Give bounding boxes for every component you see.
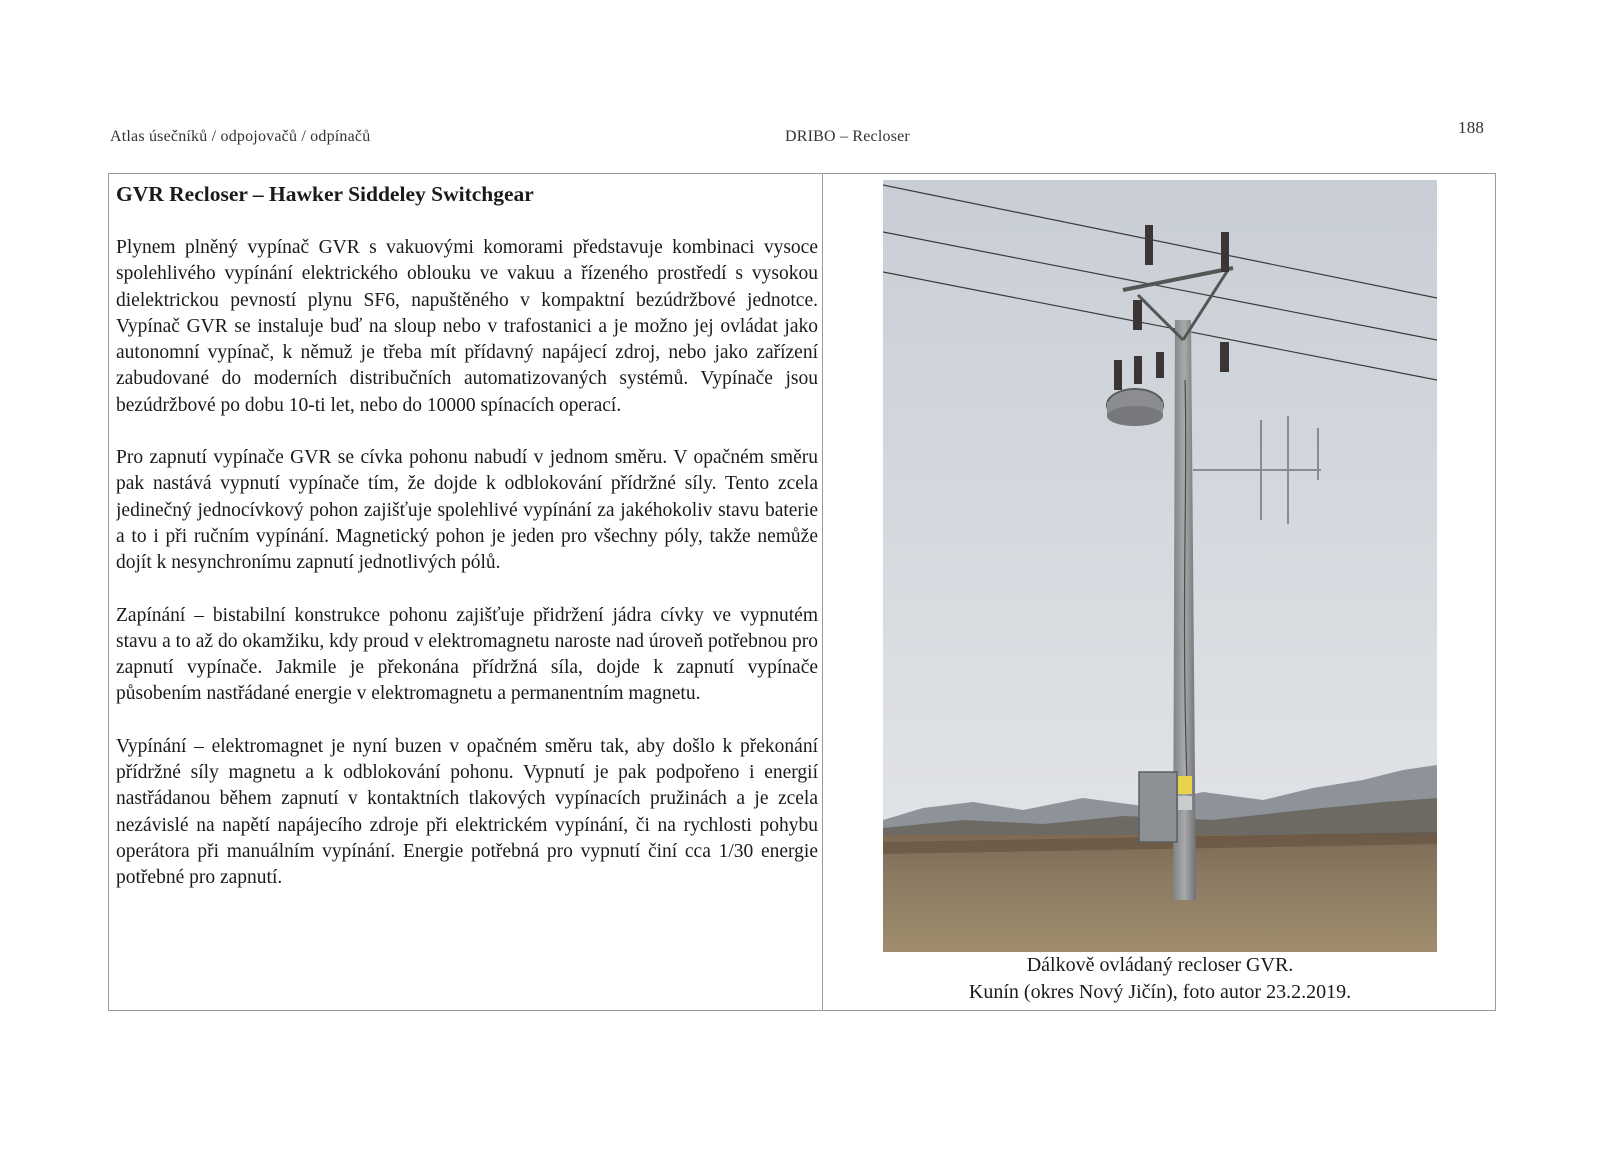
caption-line-2: Kunín (okres Nový Jičín), foto autor 23.2.2019.: [968, 981, 1352, 1003]
pole-photo-illustration: [883, 180, 1437, 952]
recloser-photo: [883, 180, 1437, 952]
column-divider: [822, 173, 823, 1011]
paragraph-drive: Pro zapnutí vypínače GVR se cívka pohonu nabudí v jednom směru. V opačném směru pak nastává vypnutí vypínače tím, že dojde k odblokování přídržné síly. Tento zcela jedinečný jednocívkový pohon zajišťuje spolehlivé vypínání za jakéhokoliv stavu baterie a to i při ručním vypínání. Magnetický pohon je jeden pro všechny póly, takže nemůže dojít k nesynchronímu zapnutí jednotlivých pólů.: [116, 447, 818, 574]
page-number: 188: [1458, 118, 1485, 137]
caption-line-1: Dálkově ovládaný recloser GVR.: [1026, 954, 1294, 976]
text-column: [116, 180, 818, 1000]
running-header-left: Atlas úsečníků / odpojovačů / odpínačů: [110, 128, 371, 145]
paragraph-closing: Zapínání – bistabilní konstrukce pohonu zajišťuje přidržení jádra cívky ve vypnutém stavu a to až do okamžiku, kdy proud v elektromagnetu naroste nad úroveň potřebnou pro zapnutí vypínače. Jakmile je překonána přídržná síla, dojde k zapnutí vypínače působením nastřádané energie v elektromagnetu a permanentním magnetu.: [116, 604, 818, 705]
article-title: GVR Recloser – Hawker Siddeley Switchgear: [116, 182, 534, 206]
running-header-center: DRIBO – Recloser: [785, 128, 910, 145]
paragraph-intro: Plynem plněný vypínač GVR s vakuovými komorami představuje kombinaci vysoce spolehlivého vypínání elektrického oblouku ve vakuu a řízeného prostředí s vysokou dielektrickou pevností plynu SF6, napuštěného v kompaktní bezúdržbové jednotce. Vypínač GVR se instaluje buď na sloup nebo v trafostanici a je možno jej ovládat jako autonomní vypínač, k němuž je třeba mít přídavný napájecí zdroj, nebo jako zařízení zabudované do moderních distribučních automatizovaných systémů. Vypínače jsou bezúdržbové po dobu 10-ti let, nebo do 10000 spínacích operací.: [116, 237, 818, 416]
paragraph-opening: Vypínání – elektromagnet je nyní buzen v opačném směru tak, aby došlo k překonání přídržné síly magnetu a k odblokování pohonu. Vypnutí je pak podpořeno i energií nastřádanou během zapnutí v kontaktních tlakových vypínacích pružinách a je zcela nezávislé na napětí napájecího zdroje při elektrickém vypínání, či na rychlosti pohybu operátora při manuálním vypínání. Energie potřebná pro vypnutí činí cca 1/30 energie potřebné pro zapnutí.: [116, 735, 818, 889]
photo-caption: [850, 952, 1470, 1006]
